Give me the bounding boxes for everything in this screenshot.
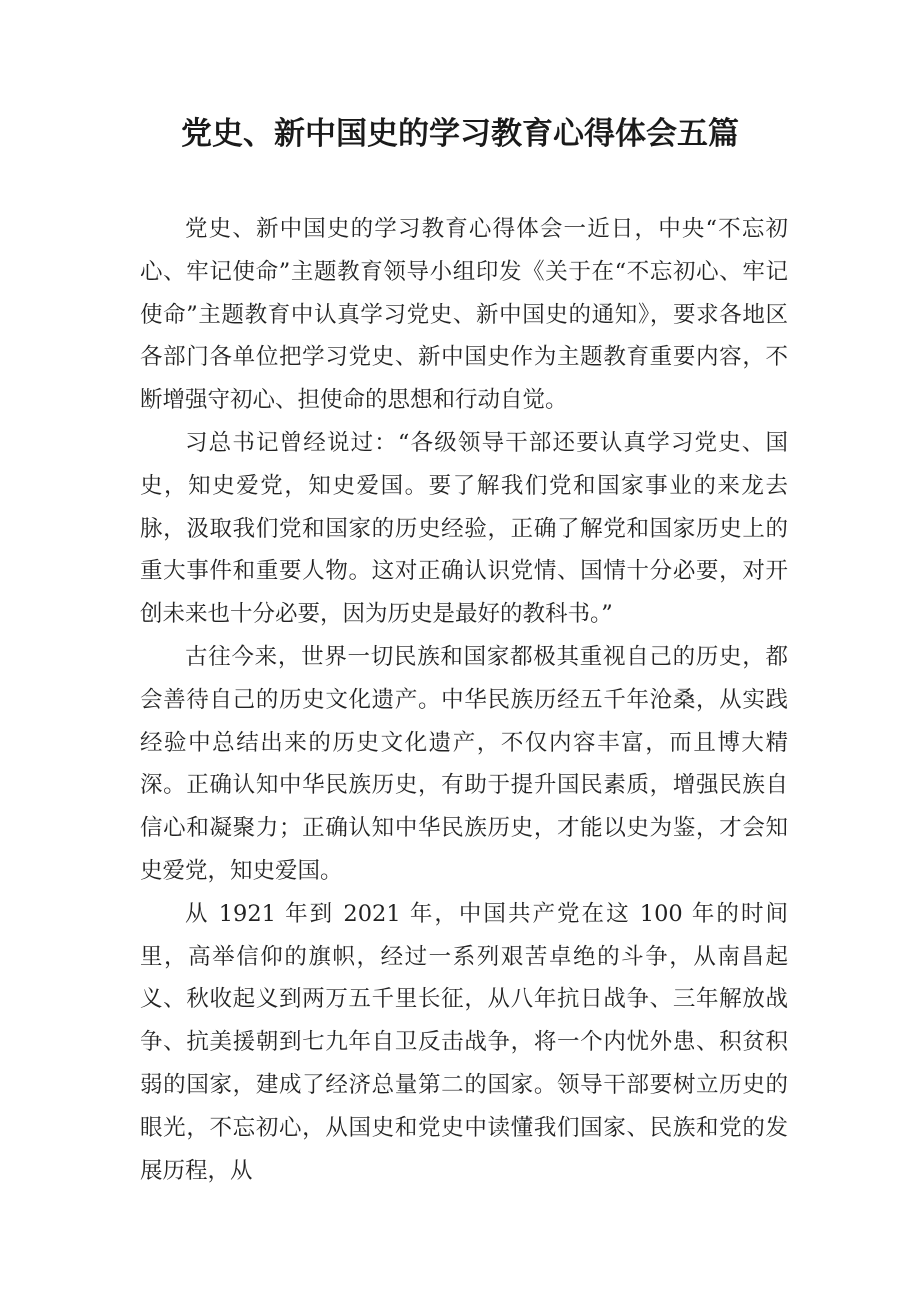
document-title: 党史、新中国史的学习教育心得体会五篇	[181, 116, 739, 152]
paragraph-4: 从 1921 年到 2021 年，中国共产党在这 100 年的时间里，高举信仰的旗帜，经过一系列艰苦卓绝的斗争，从南昌起义、秋收起义到两万五千里长征，从八年抗日战争、三年解放战争、抗美援朝到七九年自卫反击战争，将一个内忧外患、积贫积弱的国家，建成了经济总量第二的国家。领导干部要树立历史的眼光，不忘初心，从国史和党史中读懂我们国家、民族和党的发展历程，从	[140, 900, 788, 1184]
document-body	[140, 208, 788, 1192]
paragraph-1: 党史、新中国史的学习教育心得体会一近日，中央“不忘初心、牢记使命”主题教育领导小组印发《关于在“不忘初心、牢记使命”主题教育中认真学习党史、新中国史的通知》，要求各地区各部门各单位把学习党史、新中国史作为主题教育重要内容，不断增强守初心、担使命的思想和行动自觉。	[140, 216, 788, 414]
paragraph-2: 习总书记曾经说过：“各级领导干部还要认真学习党史、国史，知史爱党，知史爱国。要了解我们党和国家事业的来龙去脉，汲取我们党和国家的历史经验，正确了解党和国家历史上的重大事件和重要人物。这对正确认识党情、国情十分必要，对开创未来也十分必要，因为历史是最好的教科书。”	[140, 429, 788, 628]
paragraph-3: 古往今来，世界一切民族和国家都极其重视自己的历史，都会善待自己的历史文化遗产。中华民族历经五千年沧桑，从实践经验中总结出来的历史文化遗产，不仅内容丰富，而且博大精深。正确认知中华民族历史，有助于提升国民素质，增强民族自信心和凝聚力；正确认知中华民族历史，才能以史为鉴，才会知史爱党，知史爱国。	[140, 643, 788, 884]
